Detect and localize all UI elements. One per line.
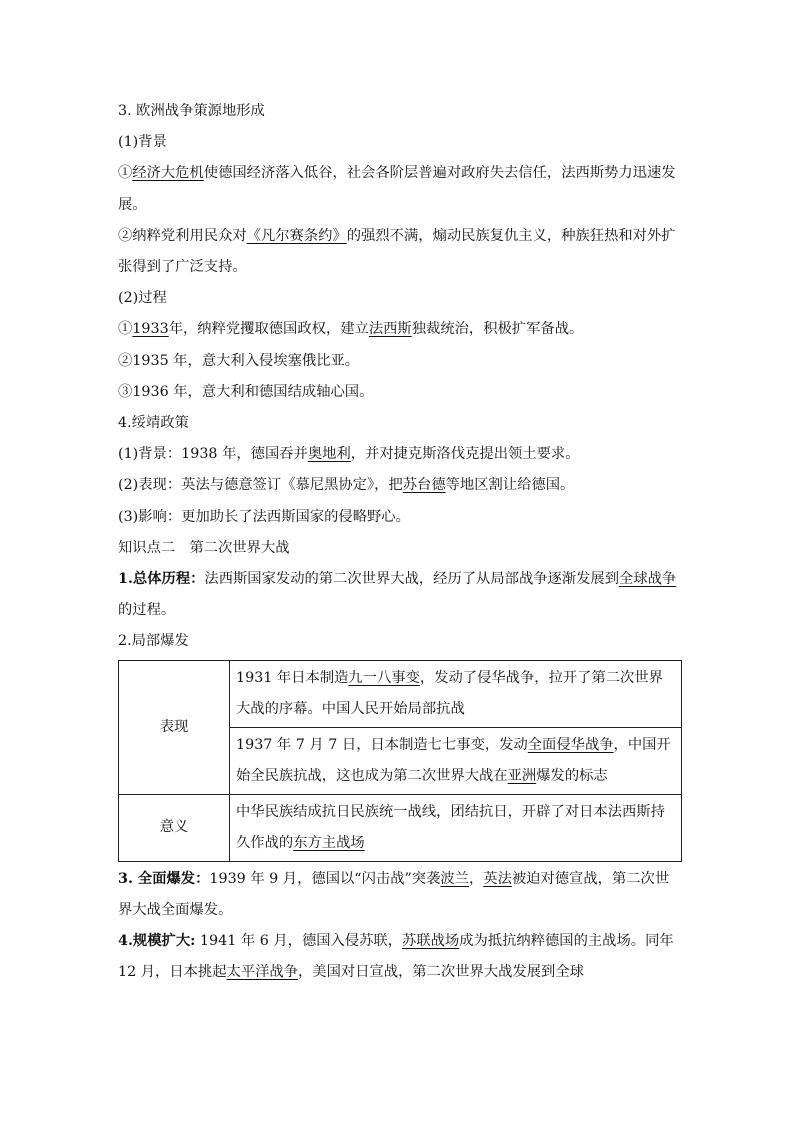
process-item-3: ③1936 年，意大利和德国结成轴心国。 bbox=[118, 383, 374, 400]
document-content bbox=[118, 96, 683, 988]
full-outbreak: 3. 全面爆发：1939 年 9 月，德国以“闪击战”突袭波兰，英法被迫对德宣战，第二次世界大战全面爆发。 bbox=[118, 870, 670, 918]
process-item-2: ②1935 年，意大利入侵埃塞俄比亚。 bbox=[118, 352, 360, 369]
overall-course: 1.总体历程：法西斯国家发动的第二次世界大战，经历了从局部战争逐渐发展到全球战争的过程。 bbox=[118, 571, 677, 619]
scale-expansion: 4.规模扩大: 1941 年 6 月，德国入侵苏联，苏联战场成为抵抗纳粹德国的主战场。同年 12 月，日本挑起太平洋战争，美国对日宣战，第二次世界大战发展到全球 bbox=[118, 933, 674, 981]
process-item-1: ①1933年，纳粹党攫取德国政权，建立法西斯独裁统治，积极扩军备战。 bbox=[118, 321, 584, 338]
section-4-title: 4.绥靖政策 bbox=[118, 415, 189, 432]
background-item-2: ②纳粹党利用民众对《凡尔赛条约》的强烈不满，煽动民族复仇主义，种族狂热和对外扩张得到了广泛支持。 bbox=[118, 227, 676, 276]
table-cell: 1937 年 7 月 7 日，日本制造七七事变，发动全面侵华战争，中国开始全民族抗战，这也成为第二次世界大战在亚洲爆发的标志 bbox=[230, 727, 682, 794]
table-row bbox=[119, 794, 682, 861]
table-cell: 1931 年日本制造九一八事变，发动了侵华战争，拉开了第二次世界大战的序幕。中国人民开始局部抗战 bbox=[230, 660, 682, 727]
background-heading: (1)背景 bbox=[118, 134, 167, 151]
local-outbreak-table bbox=[118, 660, 682, 862]
appeasement-effect: (3)影响：更加助长了法西斯国家的侵略野心。 bbox=[118, 508, 410, 525]
process-heading: (2)过程 bbox=[118, 290, 167, 307]
appeasement-manifestation: (2)表现：英法与德意签订《慕尼黑协定》，把苏台德等地区割让给德国。 bbox=[118, 477, 575, 494]
knowledge-point-2-title: 知识点二 第二次世界大战 bbox=[118, 539, 290, 556]
table-row bbox=[119, 660, 682, 727]
background-item-1: ①经济大危机使德国经济落入低谷，社会各阶层普遍对政府失去信任，法西斯势力迅速发展。 bbox=[118, 165, 676, 213]
table-label-significance: 意义 bbox=[119, 794, 230, 861]
appeasement-background: (1)背景：1938 年，德国吞并奥地利，并对捷克斯洛伐克提出领土要求。 bbox=[118, 446, 580, 463]
table-label-manifestation: 表现 bbox=[119, 660, 230, 794]
table-cell: 中华民族结成抗日民族统一战线，团结抗日，开辟了对日本法西斯持久作战的东方主战场 bbox=[230, 794, 682, 861]
local-outbreak-heading: 2.局部爆发 bbox=[118, 633, 189, 650]
section-3-title: 3. 欧洲战争策源地形成 bbox=[118, 103, 265, 119]
